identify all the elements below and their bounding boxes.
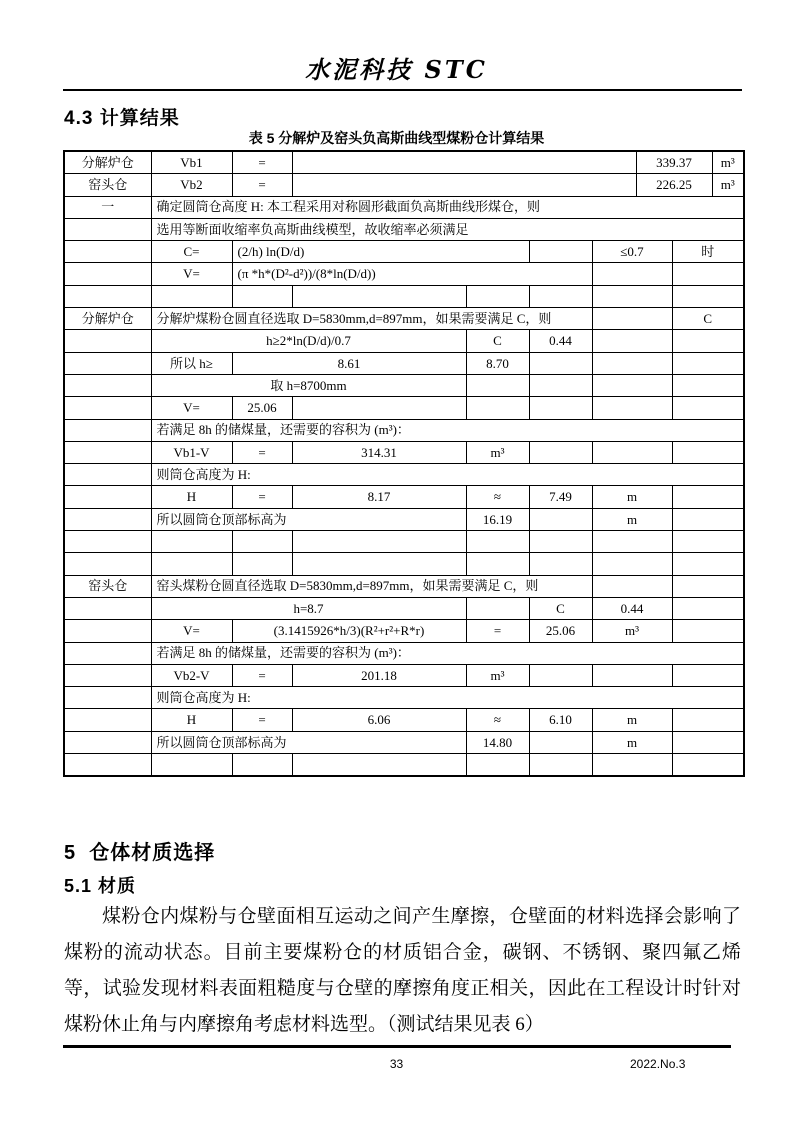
table-cell bbox=[672, 709, 744, 731]
table-row bbox=[64, 709, 744, 731]
table-cell: = bbox=[232, 709, 292, 731]
table-row bbox=[64, 597, 744, 619]
table-cell bbox=[592, 397, 672, 419]
table-cell bbox=[64, 285, 151, 307]
table-cell: (2/h) ln(D/d) bbox=[232, 241, 529, 263]
table-cell bbox=[292, 174, 636, 196]
table-cell: C bbox=[466, 330, 529, 352]
table-cell bbox=[672, 754, 744, 777]
table-cell: C bbox=[672, 308, 744, 330]
table-cell: 0.44 bbox=[592, 597, 672, 619]
table-row bbox=[64, 531, 744, 553]
table-cell: m³ bbox=[466, 441, 529, 463]
table-cell: 0.44 bbox=[529, 330, 592, 352]
table-cell: m³ bbox=[466, 664, 529, 686]
table-cell bbox=[592, 285, 672, 307]
table-cell bbox=[592, 352, 672, 374]
table-cell bbox=[672, 508, 744, 530]
table-cell bbox=[672, 620, 744, 642]
table-cell bbox=[232, 553, 292, 575]
table-row bbox=[64, 374, 744, 396]
table-row bbox=[64, 308, 744, 330]
table-cell bbox=[672, 352, 744, 374]
table-cell: 若满足 8h 的储煤量，还需要的容积为 (m³)： bbox=[151, 419, 744, 441]
table-cell: V= bbox=[151, 397, 232, 419]
table-cell bbox=[64, 374, 151, 396]
table-cell: 则筒仓高度为 H: bbox=[151, 687, 744, 709]
table-cell bbox=[529, 397, 592, 419]
table-cell bbox=[64, 687, 151, 709]
table-cell: 取 h=8700mm bbox=[151, 374, 466, 396]
table-cell bbox=[529, 754, 592, 777]
table-row bbox=[64, 464, 744, 486]
table-cell bbox=[592, 374, 672, 396]
table-cell bbox=[529, 285, 592, 307]
table-cell: 窑头仓 bbox=[64, 575, 151, 597]
table-cell bbox=[672, 531, 744, 553]
table-cell bbox=[672, 441, 744, 463]
table-cell bbox=[64, 330, 151, 352]
results-table bbox=[63, 150, 745, 777]
table-cell: 6.10 bbox=[529, 709, 592, 731]
table-row bbox=[64, 196, 744, 218]
table-cell bbox=[64, 531, 151, 553]
table-cell bbox=[529, 731, 592, 753]
header-rule bbox=[63, 89, 742, 91]
table-cell bbox=[529, 553, 592, 575]
journal-title: 水泥科技 STC bbox=[305, 55, 488, 84]
table-cell: = bbox=[232, 174, 292, 196]
table-row bbox=[64, 419, 744, 441]
results-table-body bbox=[64, 151, 744, 776]
table-cell: 16.19 bbox=[466, 508, 529, 530]
table-row bbox=[64, 575, 744, 597]
table-row bbox=[64, 620, 744, 642]
footer-rule bbox=[63, 1045, 731, 1048]
table-cell: 8.17 bbox=[292, 486, 466, 508]
table-cell: 226.25 bbox=[636, 174, 712, 196]
table-cell bbox=[64, 731, 151, 753]
table-row bbox=[64, 285, 744, 307]
table-cell bbox=[151, 285, 232, 307]
table-cell: 则筒仓高度为 H: bbox=[151, 464, 744, 486]
table-cell bbox=[672, 285, 744, 307]
table-cell bbox=[592, 441, 672, 463]
table-cell: 8.70 bbox=[466, 352, 529, 374]
table-cell bbox=[672, 575, 744, 597]
table-cell: m bbox=[592, 508, 672, 530]
table-cell bbox=[64, 441, 151, 463]
section-5-1-paragraph: 煤粉仓内煤粉与仓壁面相互运动之间产生摩擦，仓壁面的材料选择会影响了煤粉的流动状态。目前主要煤粉仓的材质铝合金，碳钢、不锈钢、聚四氟乙烯等，试验发现材料表面粗糙度与仓壁的摩擦角度正相关，因此在工程设计时针对煤粉休止角与内摩擦角考虑材料选型。（测试结果见表 6） bbox=[64, 906, 741, 1035]
table-row bbox=[64, 486, 744, 508]
table-cell: Vb1 bbox=[151, 151, 232, 174]
table-cell bbox=[466, 553, 529, 575]
table-cell bbox=[292, 531, 466, 553]
table-cell: ≈ bbox=[466, 709, 529, 731]
table-cell: 选用等断面收缩率负高斯曲线模型，故收缩率必须满足 bbox=[151, 218, 744, 240]
table-cell: = bbox=[232, 151, 292, 174]
table-cell bbox=[64, 352, 151, 374]
table-cell: 所以圆筒仓顶部标高为 bbox=[151, 731, 466, 753]
table-row bbox=[64, 263, 744, 285]
section-4-3-heading: 4.3 计算结果 bbox=[64, 108, 180, 129]
table-cell: 所以圆筒仓顶部标高为 bbox=[151, 508, 466, 530]
table-cell bbox=[64, 263, 151, 285]
page-number: 33 bbox=[389, 1057, 404, 1071]
table-cell: ≤0.7 bbox=[592, 241, 672, 263]
table-cell: H bbox=[151, 486, 232, 508]
table-cell: Vb2-V bbox=[151, 664, 232, 686]
table-cell bbox=[672, 664, 744, 686]
table-cell bbox=[466, 374, 529, 396]
table-cell bbox=[466, 397, 529, 419]
table-cell: 7.49 bbox=[529, 486, 592, 508]
table-cell bbox=[64, 218, 151, 240]
table-cell bbox=[529, 508, 592, 530]
table-cell bbox=[592, 754, 672, 777]
table-cell: 314.31 bbox=[292, 441, 466, 463]
table-cell: 窑头煤粉仓圆直径选取 D=5830mm,d=897mm，如果需要满足 C，则 bbox=[151, 575, 592, 597]
table-cell: 所以 h≥ bbox=[151, 352, 232, 374]
table-cell bbox=[529, 664, 592, 686]
table-cell: 一 bbox=[64, 196, 151, 218]
table-cell bbox=[466, 285, 529, 307]
table-cell: 6.06 bbox=[292, 709, 466, 731]
table-cell bbox=[64, 754, 151, 777]
table-cell bbox=[592, 330, 672, 352]
table-cell bbox=[64, 508, 151, 530]
table-row bbox=[64, 218, 744, 240]
table-row bbox=[64, 508, 744, 530]
table-cell: 若满足 8h 的储煤量，还需要的容积为 (m³)： bbox=[151, 642, 744, 664]
section-5-1-heading: 5.1 材质 bbox=[64, 876, 137, 896]
table-row bbox=[64, 731, 744, 753]
table-cell: C bbox=[529, 597, 592, 619]
table-cell bbox=[672, 731, 744, 753]
table-cell: V= bbox=[151, 620, 232, 642]
table-cell bbox=[151, 531, 232, 553]
table-cell bbox=[64, 642, 151, 664]
table-cell: = bbox=[232, 486, 292, 508]
table-cell bbox=[529, 531, 592, 553]
table-cell bbox=[232, 531, 292, 553]
table-cell bbox=[529, 241, 592, 263]
table5-caption: 表 5 分解炉及窑头负高斯曲线型煤粉仓计算结果 bbox=[248, 130, 545, 146]
table-cell bbox=[592, 553, 672, 575]
table-cell bbox=[64, 620, 151, 642]
table-cell bbox=[64, 709, 151, 731]
table-cell bbox=[672, 374, 744, 396]
table-cell bbox=[64, 241, 151, 263]
table-cell: = bbox=[232, 664, 292, 686]
table-row bbox=[64, 151, 744, 174]
table-cell bbox=[529, 352, 592, 374]
table-row bbox=[64, 441, 744, 463]
table-cell bbox=[292, 285, 466, 307]
table-cell bbox=[672, 397, 744, 419]
table-cell bbox=[592, 263, 672, 285]
table-cell: Vb1-V bbox=[151, 441, 232, 463]
table-cell: (π *h*(D²-d²))/(8*ln(D/d)) bbox=[232, 263, 592, 285]
table-cell bbox=[592, 531, 672, 553]
table-cell: 14.80 bbox=[466, 731, 529, 753]
table-cell bbox=[292, 397, 466, 419]
table-cell bbox=[232, 754, 292, 777]
table-cell bbox=[592, 308, 672, 330]
table-cell: m bbox=[592, 731, 672, 753]
table-cell: m bbox=[592, 709, 672, 731]
table-cell bbox=[64, 397, 151, 419]
table-cell bbox=[232, 285, 292, 307]
table-cell bbox=[64, 419, 151, 441]
table-cell bbox=[64, 597, 151, 619]
table-cell: 25.06 bbox=[529, 620, 592, 642]
table-cell bbox=[672, 486, 744, 508]
table-cell: = bbox=[466, 620, 529, 642]
table-cell: H bbox=[151, 709, 232, 731]
table-row bbox=[64, 754, 744, 777]
table-cell bbox=[466, 754, 529, 777]
table-cell: Vb2 bbox=[151, 174, 232, 196]
table-cell bbox=[672, 263, 744, 285]
table-cell: h≥2*ln(D/d)/0.7 bbox=[151, 330, 466, 352]
table-cell: 25.06 bbox=[232, 397, 292, 419]
table-cell bbox=[151, 553, 232, 575]
table-cell bbox=[64, 486, 151, 508]
table-cell bbox=[292, 754, 466, 777]
table-row bbox=[64, 397, 744, 419]
table-cell bbox=[592, 664, 672, 686]
table-row bbox=[64, 352, 744, 374]
table-cell: 分解炉仓 bbox=[64, 308, 151, 330]
table-cell bbox=[672, 597, 744, 619]
section-5-heading: 5 仓体材质选择 bbox=[64, 842, 216, 864]
table-cell bbox=[466, 597, 529, 619]
table-cell bbox=[529, 374, 592, 396]
table-row bbox=[64, 664, 744, 686]
table-cell bbox=[672, 330, 744, 352]
table-cell: 确定圆筒仓高度 H: 本工程采用对称圆形截面负高斯曲线形煤仓，则 bbox=[151, 196, 744, 218]
issue-label: 2022.No.3 bbox=[630, 1057, 686, 1071]
table-row bbox=[64, 642, 744, 664]
table-cell bbox=[529, 441, 592, 463]
table-cell: 分解炉仓 bbox=[64, 151, 151, 174]
table-cell: m³ bbox=[712, 151, 744, 174]
table-cell: = bbox=[232, 441, 292, 463]
table-cell: (3.1415926*h/3)(R²+r²+R*r) bbox=[232, 620, 466, 642]
table-cell: 分解炉煤粉仓圆直径选取 D=5830mm,d=897mm，如果需要满足 C，则 bbox=[151, 308, 592, 330]
table-cell bbox=[64, 553, 151, 575]
table-row bbox=[64, 174, 744, 196]
table-row bbox=[64, 687, 744, 709]
table-cell: 窑头仓 bbox=[64, 174, 151, 196]
table-row bbox=[64, 553, 744, 575]
table-cell: ≈ bbox=[466, 486, 529, 508]
table-cell: V= bbox=[151, 263, 232, 285]
table-row bbox=[64, 241, 744, 263]
table-cell: 时 bbox=[672, 241, 744, 263]
table-cell bbox=[466, 531, 529, 553]
table-cell: 201.18 bbox=[292, 664, 466, 686]
table-cell: m³ bbox=[712, 174, 744, 196]
table-cell bbox=[672, 553, 744, 575]
table-cell: 8.61 bbox=[232, 352, 466, 374]
table-cell: m³ bbox=[592, 620, 672, 642]
table-row bbox=[64, 330, 744, 352]
table-cell bbox=[292, 553, 466, 575]
table-cell bbox=[592, 575, 672, 597]
table-cell: C= bbox=[151, 241, 232, 263]
table-cell bbox=[151, 754, 232, 777]
table-cell bbox=[64, 464, 151, 486]
table-cell: m bbox=[592, 486, 672, 508]
table-cell: h=8.7 bbox=[151, 597, 466, 619]
table-cell bbox=[64, 664, 151, 686]
table-cell bbox=[292, 151, 636, 174]
table-cell: 339.37 bbox=[636, 151, 712, 174]
